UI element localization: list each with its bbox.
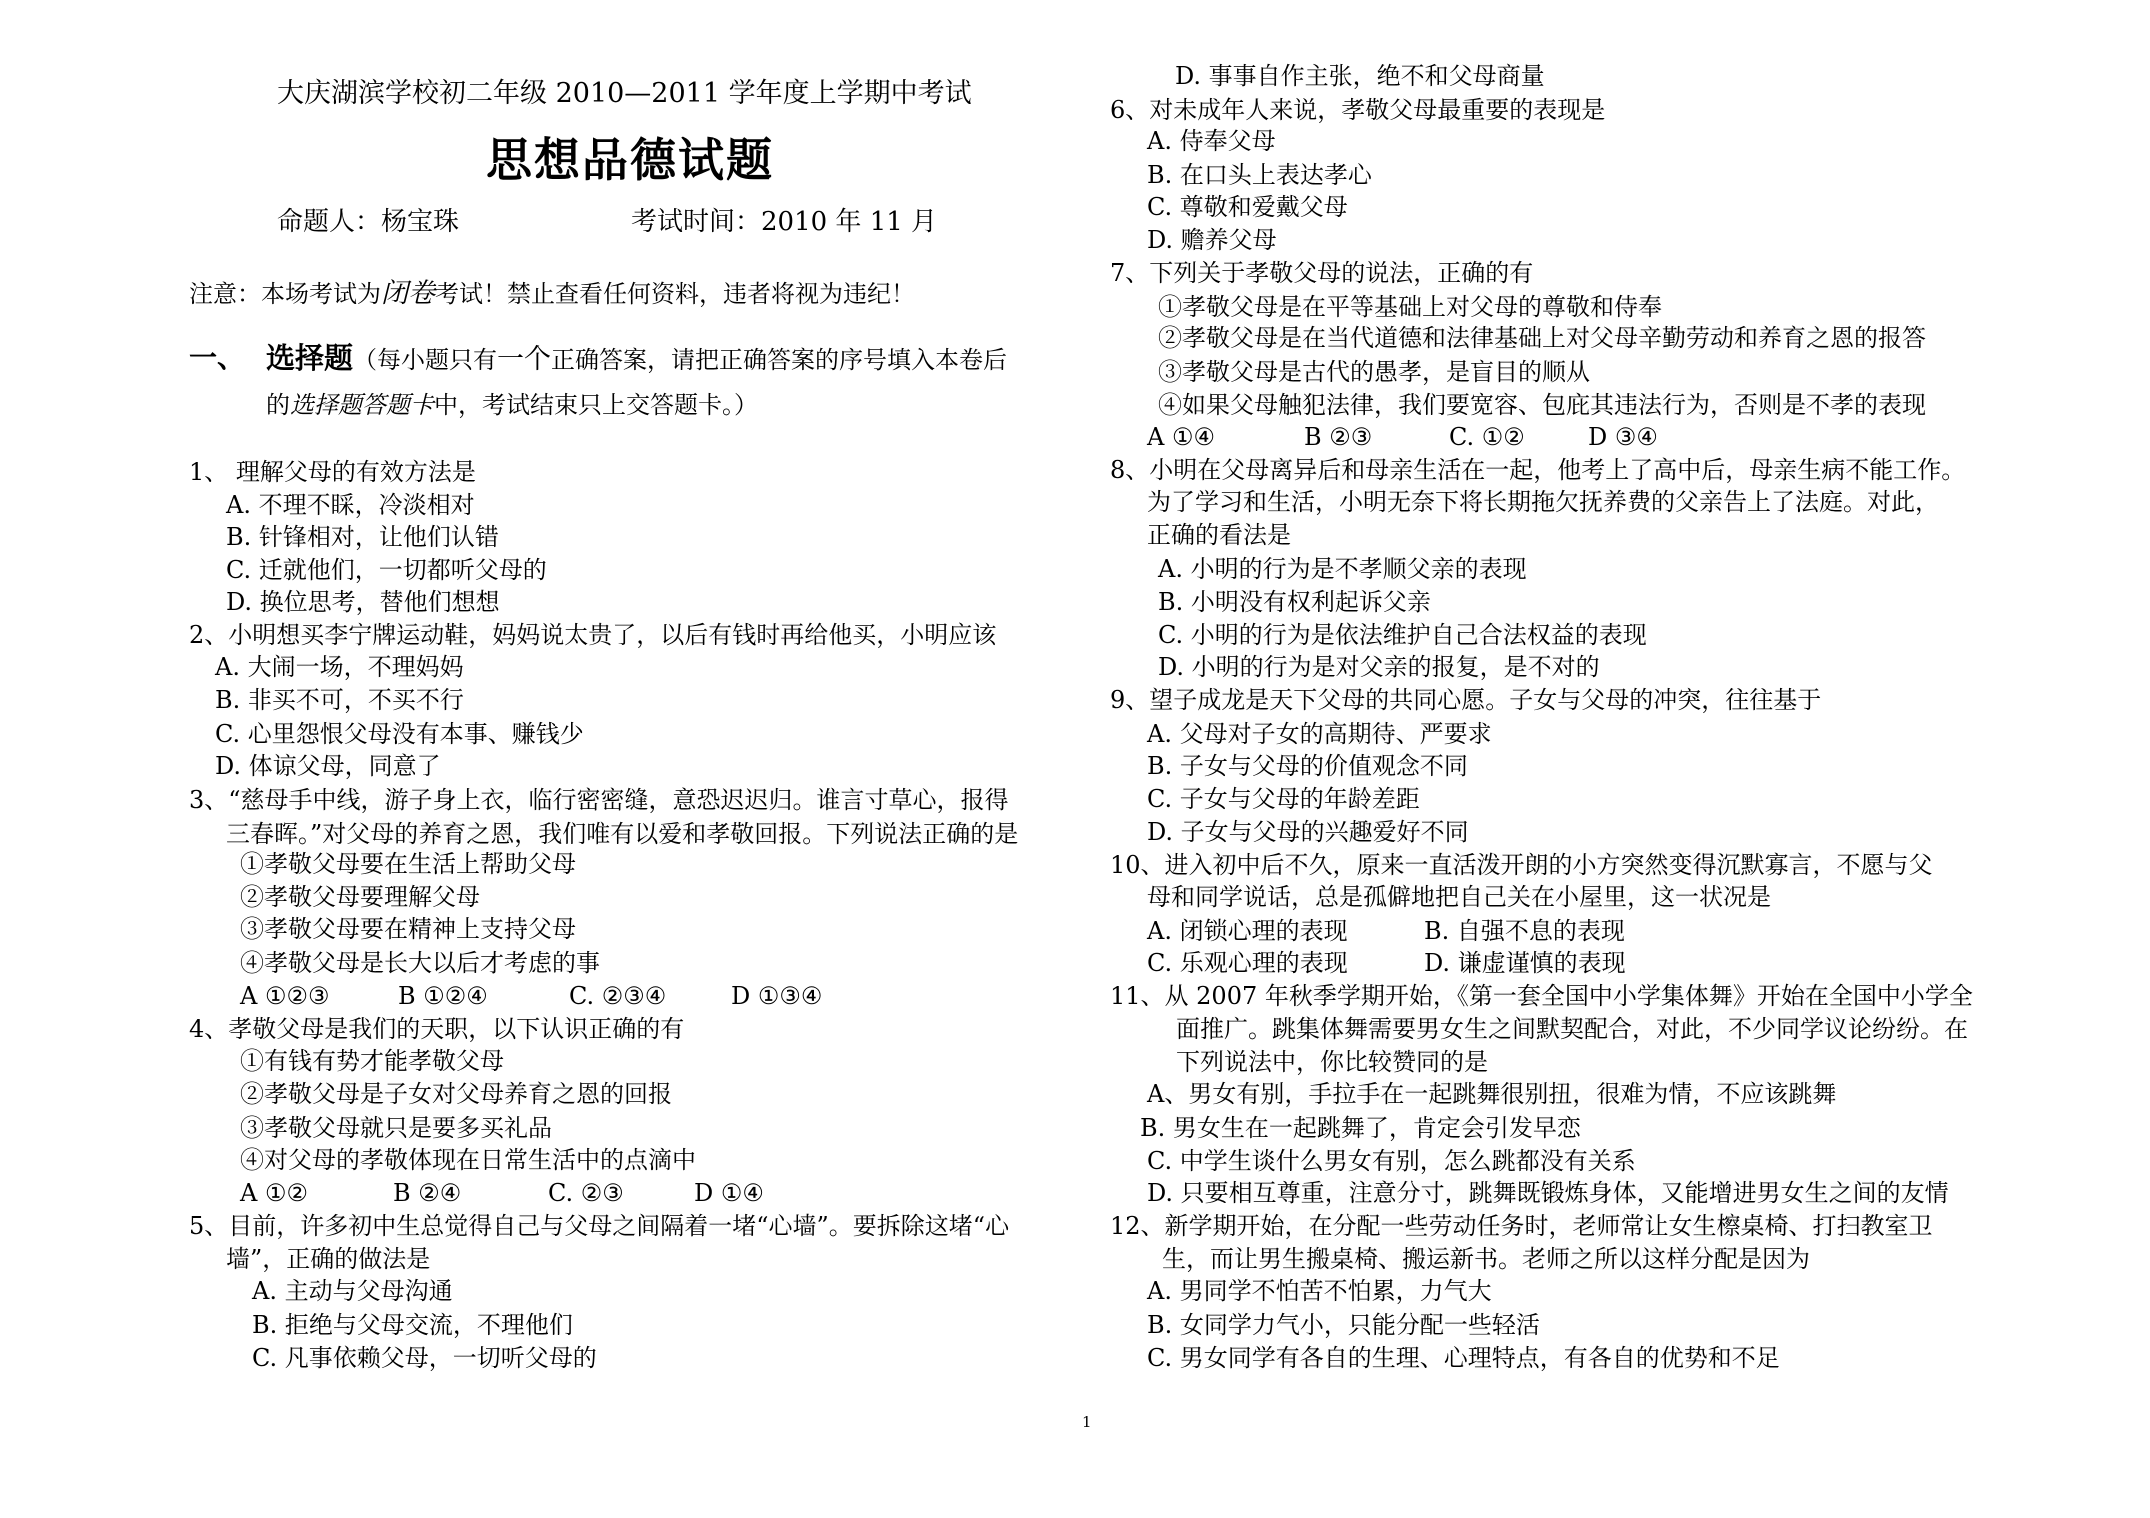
section-note-b: 一个 <box>497 344 552 375</box>
page-number: 1 <box>1082 1413 1092 1431</box>
question-text-line: A ①② <box>240 1179 308 1207</box>
question-text-line: D ①④ <box>694 1179 764 1207</box>
question-text-line: D ③④ <box>1588 423 1658 451</box>
question-text-line: D ①③④ <box>731 982 823 1010</box>
question-text-line: C. ②③ <box>548 1179 624 1207</box>
question-text-line: A. 不理不睬，冷淡相对 <box>226 491 475 519</box>
question-text-line: C. ②③④ <box>569 982 667 1010</box>
question-text-line: 5、目前，许多初中生总觉得自己与父母之间隔着一堵“心墙”。要拆除这堵“心 <box>189 1212 1010 1240</box>
section-heading-line2 <box>266 387 758 423</box>
question-text-line: ③孝敬父母是古代的愚孝，是盲目的顺从 <box>1158 358 1590 386</box>
question-text-line: C. ①② <box>1449 423 1525 451</box>
question-text-line: 为了学习和生活，小明无奈下将长期拖欠抚养费的父亲告上了法庭。对此， <box>1147 488 1939 516</box>
question-text-line: ②孝敬父母要理解父母 <box>240 883 480 911</box>
question-text-line: D. 赡养父母 <box>1147 226 1277 254</box>
exam-title: 大庆湖滨学校初二年级 2010—2011 学年度上学期中考试 <box>277 78 972 109</box>
question-text-line: B. 自强不息的表现 <box>1424 917 1625 945</box>
question-text-line: B. 子女与父母的价值观念不同 <box>1147 752 1468 780</box>
question-text-line: 6、对未成年人来说，孝敬父母最重要的表现是 <box>1110 96 1606 124</box>
question-text-line: 2、小明想买李宁牌运动鞋，妈妈说太贵了，以后有钱时再给他买，小明应该 <box>189 621 997 649</box>
question-text-line: A. 侍奉父母 <box>1147 127 1276 155</box>
question-text-line: D. 子女与父母的兴趣爱好不同 <box>1147 818 1469 846</box>
question-text-line: C. 小明的行为是依法维护自己合法权益的表现 <box>1158 621 1647 649</box>
question-text-line: C. 子女与父母的年龄差距 <box>1147 785 1420 813</box>
question-text-line: B. 女同学力气小，只能分配一些轻活 <box>1147 1311 1540 1339</box>
question-text-line: B ①②④ <box>398 982 488 1010</box>
question-text-line: 三春晖。”对父母的养育之恩，我们唯有以爱和孝敬回报。下列说法正确的是 <box>226 820 1019 848</box>
question-text-line: C. 心里怨恨父母没有本事、赚钱少 <box>215 720 584 748</box>
question-text-line: 生，而让男生搬桌椅、搬运新书。老师之所以这样分配是因为 <box>1162 1245 1810 1273</box>
question-text-line: B. 非买不可，不买不行 <box>215 686 464 714</box>
question-text-line: B ②④ <box>393 1179 462 1207</box>
section-line2-a: 的 <box>266 391 290 419</box>
question-text-line: 10、进入初中后不久，原来一直活泼开朗的小方突然变得沉默寡言，不愿与父 <box>1110 851 1933 879</box>
question-text-line: A、男女有别，手拉手在一起跳舞很别扭，很难为情，不应该跳舞 <box>1147 1080 1837 1108</box>
question-text-line: B ②③ <box>1304 423 1373 451</box>
question-text-line: ②孝敬父母是子女对父母养育之恩的回报 <box>240 1080 672 1108</box>
question-text-line: D. 谦虚谨慎的表现 <box>1424 949 1626 977</box>
question-text-line: C. 男女同学有各自的生理、心理特点，有各自的优势和不足 <box>1147 1344 1780 1372</box>
section-note-a: （每小题只有 <box>353 346 498 374</box>
answer-card-label: 选择题答题卡 <box>290 391 434 419</box>
question-text-line: 11、从 2007 年秋季学期开始，《第一套全国中小学集体舞》开始在全国中小学全 <box>1110 982 1973 1010</box>
question-text-line: 下列说法中，你比较赞同的是 <box>1176 1048 1488 1076</box>
question-text-line: A. 父母对子女的高期待、严要求 <box>1147 720 1492 748</box>
question-text-line: D. 换位思考，替他们想想 <box>226 588 500 616</box>
question-text-line: 3、“慈母手中线，游子身上衣，临行密密缝，意恐迟迟归。谁言寸草心，报得 <box>189 786 1009 814</box>
question-text-line: C. 凡事依赖父母，一切听父母的 <box>252 1344 597 1372</box>
question-text-line: 母和同学说话，总是孤僻地把自己关在小屋里，这一状况是 <box>1147 883 1771 911</box>
notice-emphasis: 闭卷 <box>381 278 435 309</box>
question-text-line: ④对父母的孝敬体现在日常生活中的点滴中 <box>240 1146 696 1174</box>
question-text-line: 9、望子成龙是天下父母的共同心愿。子女与父母的冲突，往往基于 <box>1110 686 1822 714</box>
notice-suffix: 考试！禁止查看任何资料，违者将视为违纪！ <box>435 280 915 308</box>
question-text-line: ②孝敬父母是在当代道德和法律基础上对父母辛勤劳动和养育之恩的报答 <box>1158 324 1926 352</box>
question-text-line: 8、小明在父母离异后和母亲生活在一起，他考上了高中后，母亲生病不能工作。 <box>1110 456 1966 484</box>
question-text-line: B. 针锋相对，让他们认错 <box>226 523 499 551</box>
exam-subject-title: 思想品德试题 <box>486 133 774 187</box>
question-text-line: C. 中学生谈什么男女有别，怎么跳都没有关系 <box>1147 1147 1636 1175</box>
question-text-line: ③孝敬父母就只是要多买礼品 <box>240 1114 552 1142</box>
question-text-line: 墙”，正确的做法是 <box>226 1245 431 1273</box>
section-heading <box>266 340 1007 378</box>
question-text-line: ③孝敬父母要在精神上支持父母 <box>240 915 576 943</box>
question-text-line: 4、孝敬父母是我们的天职，以下认识正确的有 <box>189 1015 685 1043</box>
question-text-line: ①孝敬父母是在平等基础上对父母的尊敬和侍奉 <box>1158 293 1662 321</box>
question-text-line: B. 拒绝与父母交流，不理他们 <box>252 1311 573 1339</box>
question-text-line: 正确的看法是 <box>1147 521 1291 549</box>
notice-prefix: 注意：本场考试为 <box>189 280 381 308</box>
question-text-line: D. 体谅父母，同意了 <box>215 752 441 780</box>
question-text-line: D. 只要相互尊重，注意分寸，跳舞既锻炼身体，又能增进男女生之间的友情 <box>1147 1179 1949 1207</box>
author-line: 命题人：杨宝珠 <box>277 207 460 237</box>
question-text-line: B. 小明没有权利起诉父亲 <box>1158 588 1431 616</box>
question-text-line: A ①④ <box>1147 423 1215 451</box>
question-text-line: A. 闭锁心理的表现 <box>1147 917 1348 945</box>
question-text-line: A. 小明的行为是不孝顺父亲的表现 <box>1158 555 1527 583</box>
question-text-line: C. 迁就他们，一切都听父母的 <box>226 556 547 584</box>
exam-notice <box>189 278 915 310</box>
section-note-c: 正确答案，请把正确答案的序号填入本卷后 <box>551 346 1008 374</box>
question-text-line: 7、下列关于孝敬父母的说法，正确的有 <box>1110 259 1534 287</box>
question-text-line: 1、 理解父母的有效方法是 <box>189 458 476 486</box>
question-text-line: A. 主动与父母沟通 <box>252 1277 453 1305</box>
question-text-line: ①孝敬父母要在生活上帮助父母 <box>240 850 576 878</box>
question-text-line: B. 男女生在一起跳舞了，肯定会引发早恋 <box>1140 1114 1581 1142</box>
question-text-line: ④孝敬父母是长大以后才考虑的事 <box>240 949 600 977</box>
exam-time-line: 考试时间：2010 年 11 月 <box>631 207 938 237</box>
question-text-line: A ①②③ <box>240 982 330 1010</box>
section-title: 选择题 <box>266 341 354 375</box>
question-text-line: B. 在口头上表达孝心 <box>1147 161 1372 189</box>
question-text-line: C. 乐观心理的表现 <box>1147 949 1348 977</box>
question-text-line: D. 小明的行为是对父亲的报复，是不对的 <box>1158 653 1600 681</box>
question-text-line: C. 尊敬和爱戴父母 <box>1147 193 1348 221</box>
question-text-line: A. 大闹一场，不理妈妈 <box>215 653 464 681</box>
question-text-line: 12、新学期开始，在分配一些劳动任务时，老师常让女生檫桌椅、打扫教室卫 <box>1110 1212 1933 1240</box>
question-text-line: ④如果父母触犯法律，我们要宽容、包庇其违法行为，否则是不孝的表现 <box>1158 391 1926 419</box>
question-text-line: ①有钱有势才能孝敬父母 <box>240 1047 504 1075</box>
question-text-line: D. 事事自作主张，绝不和父母商量 <box>1175 62 1545 90</box>
question-text-line: A. 男同学不怕苦不怕累，力气大 <box>1147 1277 1492 1305</box>
section-number: 一、 <box>189 341 246 374</box>
section-line2-c: 中，考试结束只上交答题卡。） <box>434 391 758 419</box>
question-text-line: 面推广。跳集体舞需要男女生之间默契配合，对此，不少同学议论纷纷。在 <box>1176 1015 1968 1043</box>
